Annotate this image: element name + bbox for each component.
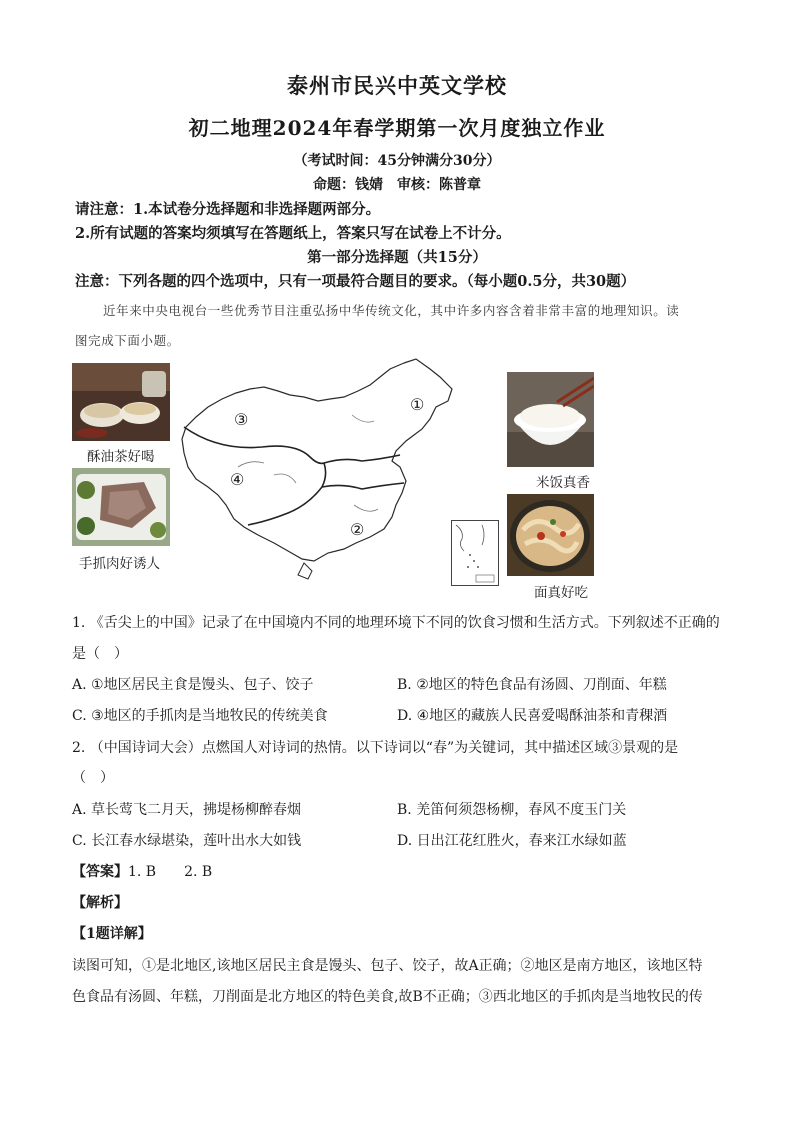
note-line-2: 2.所有试题的答案均须填写在答题纸上，答案只写在试卷上不计分。 (75, 225, 511, 242)
detail-line-1: 读图可知，①是北地区,该地区居民主食是馒头、包子、饺子，故A正确；②地区是南方地区，该地区特 (72, 958, 703, 974)
q1-stem-line-2: 是（ ） (72, 646, 128, 662)
section-instruction: 注意：下列各题的四个选项中，只有一项最符合题目的要求。（每小题0.5分，共30题） (75, 273, 636, 290)
boundary-qinling (322, 463, 404, 489)
exam-authors: 命题：钱婧 审核：陈普章 (313, 177, 481, 193)
noodles-caption: 面真好吃 (534, 585, 588, 601)
q1-option-c: C. ③地区的手抓肉是当地牧民的传统美食 (72, 708, 328, 724)
boundary-east (324, 455, 400, 463)
boundary-north (184, 427, 324, 463)
region-2-label: ② (350, 520, 365, 539)
q2-option-a: A. 草长莺飞二月天，拂堤杨柳醉春烟 (72, 802, 302, 818)
detail-label: 【1题详解】 (72, 926, 152, 942)
q1-stem-line-1: 1. 《舌尖上的中国》记录了在中国境内不同的地理环境下不同的饮食习惯和生活方式。下列叙述不正确的 (72, 615, 720, 631)
south-china-sea-inset (451, 520, 499, 586)
china-outline (182, 359, 452, 561)
school-name: 泰州市民兴中英文学校 (287, 73, 507, 98)
q1-option-d: D. ④地区的藏族人民喜爱喝酥油茶和青稞酒 (397, 708, 668, 724)
rice-caption: 米饭真香 (536, 475, 590, 491)
section-title: 第一部分选择题（共15分） (307, 249, 487, 266)
region-4-label: ④ (230, 470, 245, 489)
analysis-label: 【解析】 (72, 895, 128, 911)
rice-photo (507, 372, 594, 467)
hand-meat-caption: 手抓肉好诱人 (79, 556, 160, 572)
intro-line-1: 近年来中央电视台一些优秀节目注重弘扬中华传统文化，其中许多内容含着非常丰富的地理知识。读 (103, 303, 680, 318)
q2-option-b: B. 羌笛何须怨杨柳，春风不度玉门关 (397, 802, 627, 818)
q2-option-d: D. 日出江花红胜火，春来江水绿如蓝 (397, 833, 627, 849)
exam-info: （考试时间：45分钟满分30分） (293, 153, 501, 169)
exam-title: 初二地理2024年春学期第一次月度独立作业 (188, 116, 606, 140)
detail-line-2: 色食品有汤圆、年糕，刀削面是北方地区的特色美食,故B不正确；③西北地区的手抓肉是当地牧民的传 (72, 989, 703, 1005)
butter-tea-caption: 酥油茶好喝 (87, 449, 155, 465)
region-3-label: ③ (234, 410, 249, 429)
answer-values: 1. B 2. B (128, 864, 213, 880)
china-regions-map (178, 355, 490, 587)
hand-meat-photo (72, 468, 170, 546)
q2-stem-line-1: 2. （中国诗词大会）点燃国人对诗词的热情。以下诗词以“春”为关键词，其中描述区域③景观的是 (72, 740, 679, 756)
noodles-photo (507, 494, 594, 576)
q2-stem-line-2: （ ） (72, 770, 114, 786)
butter-tea-photo (72, 363, 170, 441)
answer-label: 【答案】 (72, 864, 128, 880)
answer-row (72, 861, 212, 881)
boundary-tibet (248, 487, 322, 525)
intro-line-2: 图完成下面小题。 (75, 333, 180, 348)
q2-option-c: C. 长江春水绿堪染，莲叶出水大如钱 (72, 833, 302, 849)
q1-option-b: B. ②地区的特色食品有汤圆、刀削面、年糕 (397, 677, 667, 693)
q1-option-a: A. ①地区居民主食是馒头、包子、饺子 (72, 677, 314, 693)
note-line-1: 请注意：1.本试卷分选择题和非选择题两部分。 (75, 201, 381, 218)
region-1-label: ① (410, 395, 425, 414)
